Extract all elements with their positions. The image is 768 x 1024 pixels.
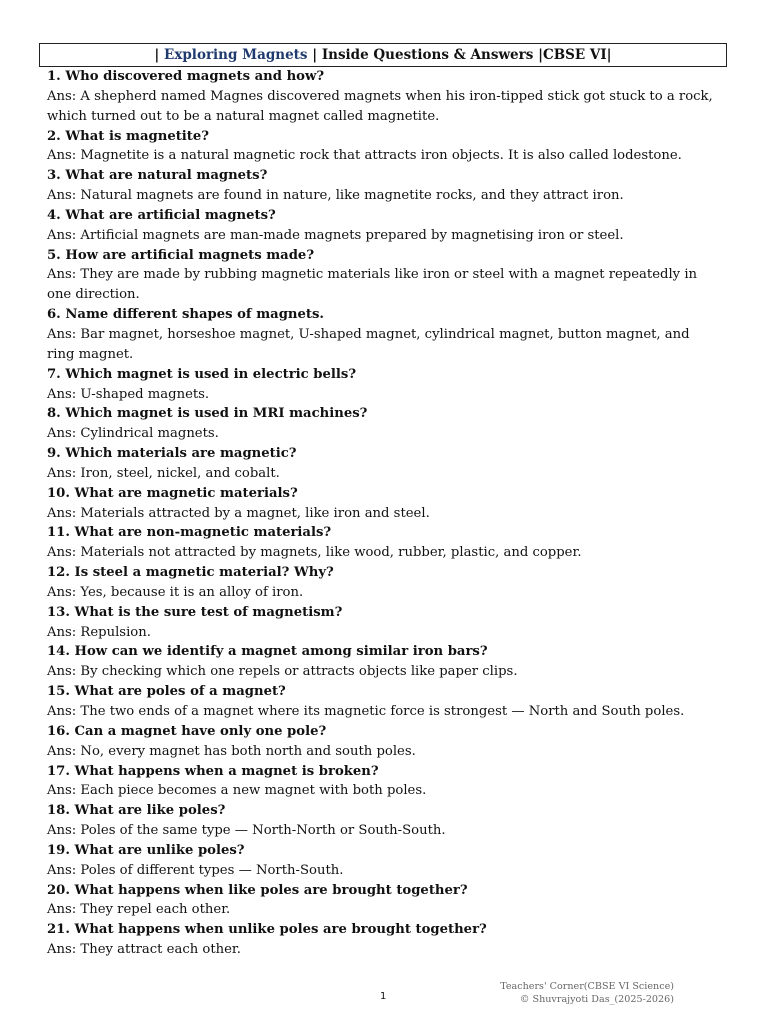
credit-line-series: Teachers' Corner(CBSE VI Science) <box>500 981 674 992</box>
header-chapter-title: Exploring Magnets <box>164 47 308 63</box>
credit-line-author: © Shuvrajyoti Das_(2025-2026) <box>519 994 674 1005</box>
answer-text: Ans: Each piece becomes a new magnet with both poles. <box>47 783 427 799</box>
answer-text: Ans: Iron, steel, nickel, and cobalt. <box>47 465 280 481</box>
question-text: 18. What are like poles? <box>47 803 226 819</box>
question-text: 10. What are magnetic materials? <box>47 485 298 501</box>
footer-credit <box>500 980 674 1006</box>
qa-item <box>47 246 719 306</box>
answer-text: Ans: They repel each other. <box>47 902 231 918</box>
question-text: 8. Which magnet is used in MRI machines? <box>47 406 368 422</box>
question-text: 19. What are unlike poles? <box>47 842 245 858</box>
answer-text: Ans: Repulsion. <box>47 624 151 640</box>
qa-item <box>47 722 719 762</box>
question-text: 4. What are artificial magnets? <box>47 207 276 223</box>
answer-text: Ans: By checking which one repels or attracts objects like paper clips. <box>47 664 518 680</box>
qa-item <box>47 841 719 881</box>
question-text: 3. What are natural magnets? <box>47 168 268 184</box>
answer-text: Ans: Materials attracted by a magnet, like iron and steel. <box>47 505 430 521</box>
question-text: 14. How can we identify a magnet among similar iron bars? <box>47 644 488 660</box>
qa-item <box>47 642 719 682</box>
question-text: 11. What are non-magnetic materials? <box>47 525 332 541</box>
qa-item <box>47 563 719 603</box>
qa-item <box>47 484 719 524</box>
question-text: 7. Which magnet is used in electric bells? <box>47 366 357 382</box>
qa-item <box>47 762 719 802</box>
answer-text: Ans: Materials not attracted by magnets, like wood, rubber, plastic, and copper. <box>47 545 582 561</box>
answer-text: Ans: U-shaped magnets. <box>47 386 210 402</box>
document-header <box>39 43 727 67</box>
page-number: 1 <box>380 991 387 1002</box>
qa-item <box>47 801 719 841</box>
answer-text: Ans: They are made by rubbing magnetic materials like iron or steel with a magnet repeatedly in one direction. <box>47 267 698 303</box>
question-text: 5. How are artificial magnets made? <box>47 247 315 263</box>
question-text: 9. Which materials are magnetic? <box>47 446 297 462</box>
question-text: 21. What happens when unlike poles are brought together? <box>47 922 487 938</box>
qa-item <box>47 166 719 206</box>
answer-text: Ans: They attract each other. <box>47 942 241 958</box>
answer-text: Ans: Cylindrical magnets. <box>47 426 219 442</box>
answer-text: Ans: Magnetite is a natural magnetic rock that attracts iron objects. It is also called lodestone. <box>47 148 682 164</box>
answer-text: Ans: The two ends of a magnet where its magnetic force is strongest — North and South poles. <box>47 704 685 719</box>
answer-text: Ans: Poles of the same type — North-North or South-South. <box>47 823 446 839</box>
qa-item <box>47 603 719 643</box>
qa-item <box>47 444 719 484</box>
qa-item <box>47 881 719 921</box>
question-text: 13. What is the sure test of magnetism? <box>47 604 343 620</box>
question-text: 17. What happens when a magnet is broken? <box>47 763 379 779</box>
answer-text: Ans: Bar magnet, horseshoe magnet, U-shaped magnet, cylindrical magnet, button magnet, and ring magnet. <box>47 326 690 362</box>
question-text: 2. What is magnetite? <box>47 128 210 144</box>
question-text: 15. What are poles of a magnet? <box>47 684 286 700</box>
qa-item <box>47 523 719 563</box>
question-text: 16. Can a magnet have only one pole? <box>47 723 327 739</box>
qa-item <box>47 920 719 960</box>
qa-item <box>47 206 719 246</box>
header-prefix: | <box>154 47 165 63</box>
answer-text: Ans: Poles of different types — North-South. <box>47 862 344 878</box>
qa-item <box>47 305 719 365</box>
qa-item <box>47 365 719 405</box>
answer-text: Ans: Yes, because it is an alloy of iron. <box>47 584 304 600</box>
answer-text: Ans: Artificial magnets are man-made magnets prepared by magnetising iron or steel. <box>47 227 624 243</box>
qa-item <box>47 404 719 444</box>
question-text: 6. Name different shapes of magnets. <box>47 307 324 323</box>
qa-item <box>47 67 719 127</box>
answer-text: Ans: Natural magnets are found in nature, like magnetite rocks, and they attract iron. <box>47 188 624 204</box>
header-suffix: | Inside Questions & Answers |CBSE VI| <box>307 47 612 63</box>
qa-item <box>47 682 719 722</box>
question-text: 12. Is steel a magnetic material? Why? <box>47 565 334 581</box>
qa-list <box>47 67 719 960</box>
answer-text: Ans: No, every magnet has both north and south poles. <box>47 743 416 759</box>
answer-text: Ans: A shepherd named Magnes discovered magnets when his iron-tipped stick got stuck to a rock, which turned out to be a natural magnet called magnetite. <box>47 88 713 124</box>
question-text: 20. What happens when like poles are brought together? <box>47 882 468 898</box>
qa-item <box>47 127 719 167</box>
question-text: 1. Who discovered magnets and how? <box>47 69 325 84</box>
